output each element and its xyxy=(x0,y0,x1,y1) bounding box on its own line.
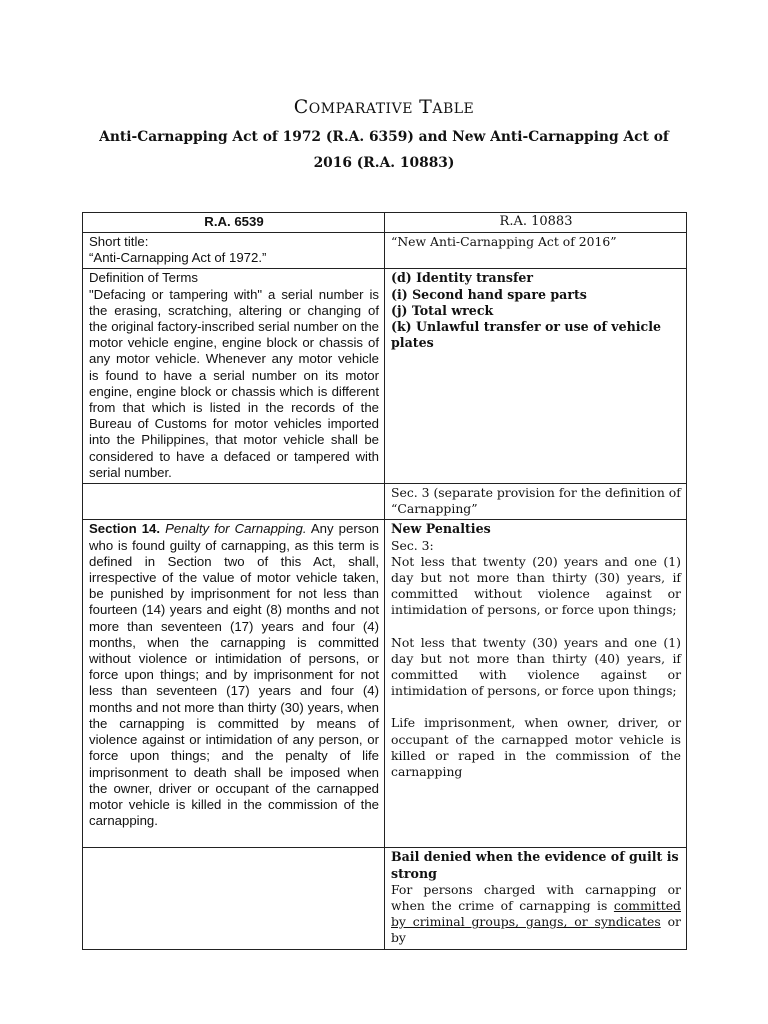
table-header-row xyxy=(83,213,687,233)
definitions-text: "Defacing or tampering with" a serial number is the erasing, scratching, altering or changing of the original factory-inscribed serial number on the motor vehicle engine, engine block or chassis of any motor vehicle. Whenever any motor vehicle is found to have a serial number on its motor engine, engine block or chassis which is different from that which is listed in the records of the Bureau of Customs for motor vehicles imported into the Philippines, that motor vehicle shall be considered to have a defaced or tampered with serial number. xyxy=(89,286,379,480)
carnapping-def-left-cell xyxy=(83,484,385,520)
document-title xyxy=(0,96,768,118)
penalties-right-cell xyxy=(385,520,687,848)
penalty-paragraph-1: Not less that twenty (20) years and one (1) day but not more than thirty (30) years, if committed without violence against or intimidation of persons, or force upon things; xyxy=(391,553,681,618)
section-body: Any person who is found guilty of carnapping, as this term is defined in Section two of this Act, shall, irrespective of the value of motor vehicle taken, be punished by imprisonment for not less than fourteen (14) years and eight (8) months and not more than seventeen (17) years and four (4) months, when the carnapping is committed without violence or intimidation of persons, or force upon things; and by imprisonment for not less than seventeen (17) years and four (4) months and not more than thirty (30) years, when the carnapping is committed by means of violence against or intimidation of any person, or force upon things; and the penalty of life imprisonment to death shall be imposed when the owner, driver or occupant of the carnapped motor vehicle is killed in the commission of the carnapping. xyxy=(89,521,379,829)
table-row-definitions xyxy=(83,269,687,484)
comparison-table xyxy=(82,212,687,950)
title-initial-t: T xyxy=(419,96,433,118)
table-row-short-title xyxy=(83,233,687,269)
penalties-left-cell xyxy=(83,520,385,848)
table-row-carnapping-definition xyxy=(83,484,687,520)
bail-text-a: For persons charged with carnapping or when the crime of carnapping is xyxy=(391,881,681,914)
short-title-left-cell xyxy=(83,233,385,269)
new-penalties-section: Sec. 3: xyxy=(391,537,434,553)
header-cell-ra-6539: R.A. 6539 xyxy=(83,213,385,233)
short-title-label: Short title: xyxy=(89,234,149,249)
short-title-new: “New Anti-Carnapping Act of 2016” xyxy=(391,234,617,249)
table-row-bail xyxy=(83,848,687,949)
bail-text-b: or by xyxy=(391,914,681,946)
carnapping-def-right-cell xyxy=(385,484,687,520)
penalty-paragraph-3: Life imprisonment, when owner, driver, or occupant of the carnapped motor vehicle is killed or raped in the commission of the carnapping xyxy=(391,715,681,780)
bail-text xyxy=(391,882,681,947)
definition-item: (d) Identity transfer xyxy=(391,270,534,286)
bail-right-cell xyxy=(385,848,687,949)
definitions-right-cell xyxy=(385,269,687,484)
title-rest-2: ABLE xyxy=(432,101,475,117)
section-heading: Penalty for Carnapping. xyxy=(165,521,307,537)
bail-heading: Bail denied when the evidence of guilt is strong xyxy=(391,849,679,881)
title-initial-c: C xyxy=(293,96,309,118)
document-subtitle: Anti-Carnapping Act of 1972 (R.A. 6359) and New Anti-Carnapping Act of 2016 (R.A. 10883) xyxy=(99,129,669,171)
definitions-left-cell xyxy=(83,269,385,484)
new-penalties-heading: New Penalties xyxy=(391,521,491,537)
table-row-penalties xyxy=(83,520,687,848)
definition-item: (j) Total wreck xyxy=(391,302,494,318)
section-number: Section 14. xyxy=(89,521,161,537)
definition-item: (k) Unlawful transfer or use of vehicle plates xyxy=(391,319,662,351)
bail-text-underlined: committed by criminal groups, gangs, or syndicates xyxy=(391,898,681,930)
title-rest-1: OMPARATIVE xyxy=(308,101,413,117)
penalties-old-text xyxy=(89,521,379,829)
short-title-old: “Anti-Carnapping Act of 1972.” xyxy=(89,250,267,266)
definitions-label: Definition of Terms xyxy=(89,270,198,286)
bail-left-cell xyxy=(83,848,385,949)
carnapping-def-text: Sec. 3 (separate provision for the definition of “Carnapping” xyxy=(391,485,681,517)
penalty-paragraph-2: Not less that twenty (30) years and one (1) day but not more than thirty (40) years, if committed with violence against or intimidation of persons, or force upon things; xyxy=(391,634,681,699)
header-cell-ra-10883: R.A. 10883 xyxy=(385,213,687,233)
short-title-right-cell xyxy=(385,233,687,269)
definition-item: (i) Second hand spare parts xyxy=(391,286,587,302)
